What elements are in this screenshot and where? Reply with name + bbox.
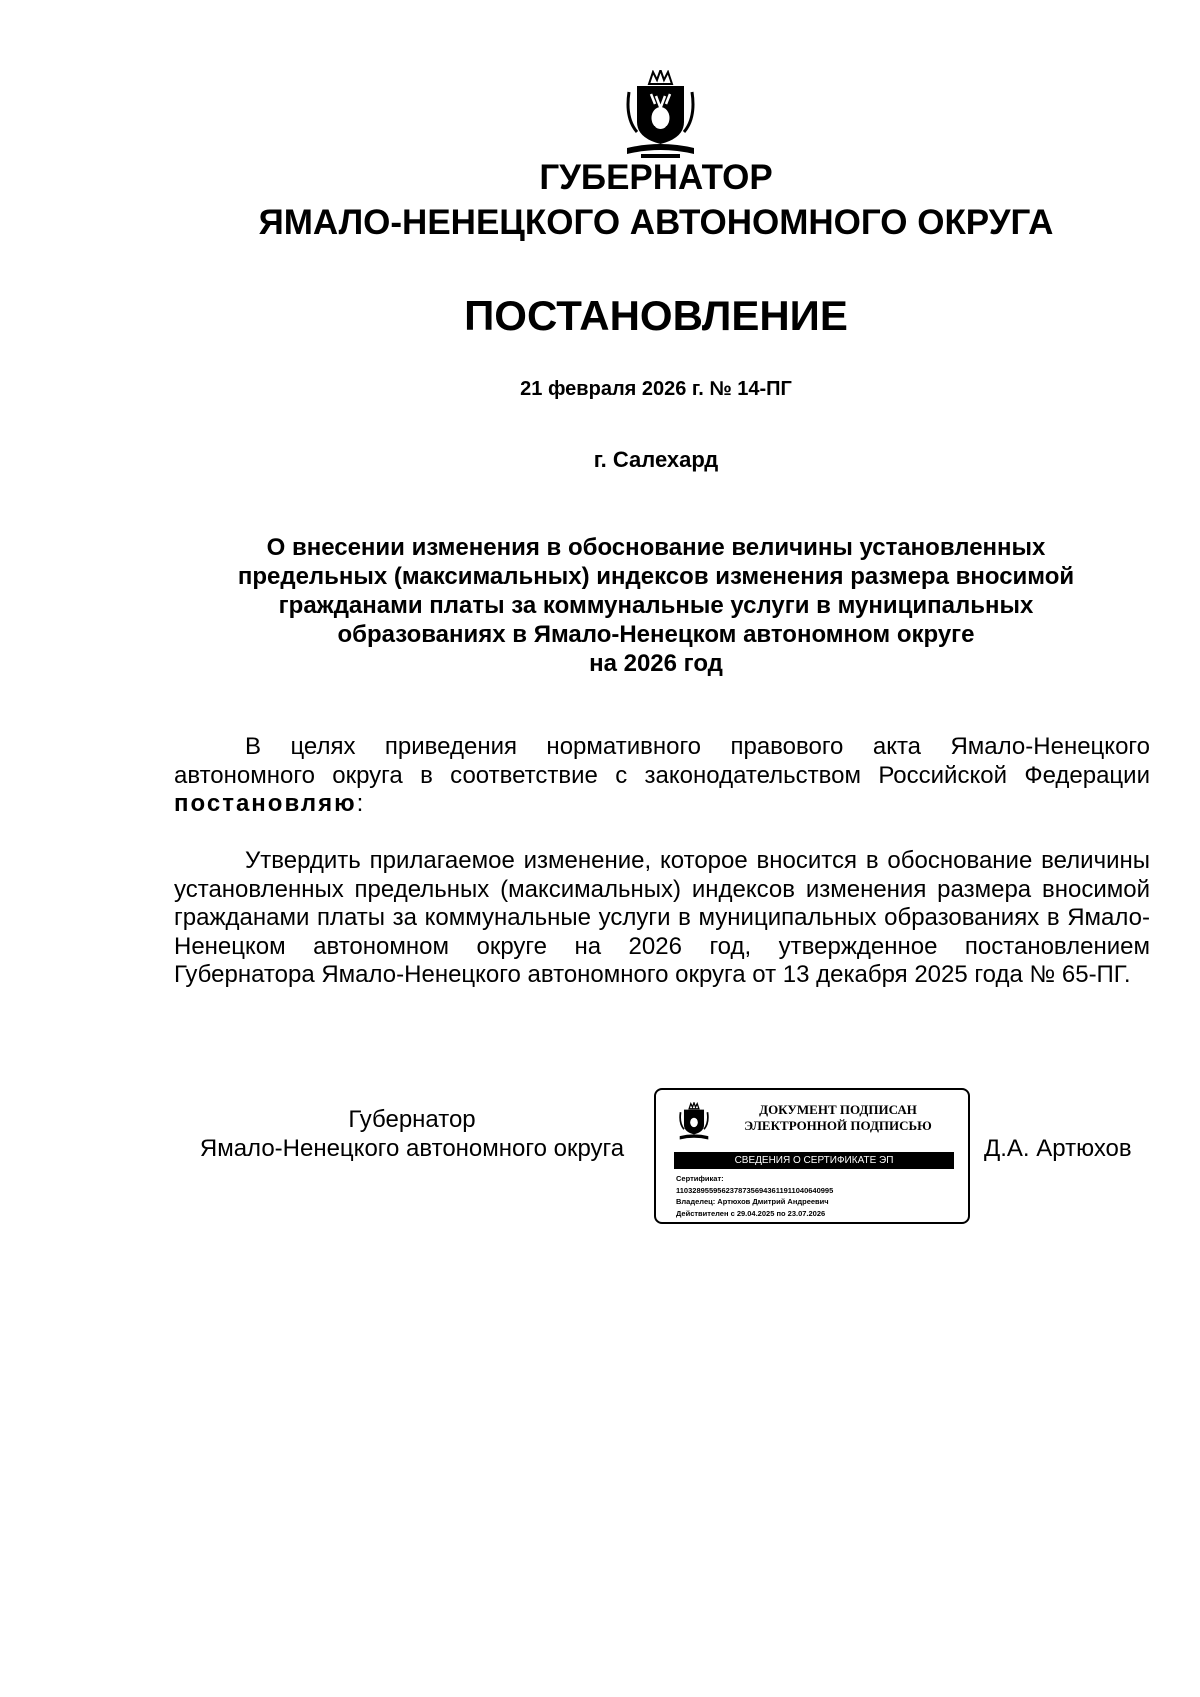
preamble-text: В целях приведения нормативного правового акта Ямало-Ненецкого автономного округа в соответствие с законодательством Российской Федерации [174,733,1150,789]
coat-of-arms-icon [678,1102,710,1142]
signatory-name: Д.А. Артюхов [984,1135,1132,1162]
document-type: ПОСТАНОВЛЕНИЕ [464,292,848,339]
stamp-certificate-number: 11032895595623787356943611911040640995 [676,1185,834,1195]
stamp-certificate-label: Сертификат: [676,1174,724,1183]
body-paragraph-preamble [174,733,1150,819]
body-paragraph-resolution: Утвердить прилагаемое изменение, которое вносится в обоснование величины установленных предельных (максимальных) индексов изменения размера вносимой гражданами платы за коммунальные услуги в муниципальных образованиях в Ямало-Ненецком автономном округе на 2026 год, утвержденное постановлением Губернатора Ямало-Ненецкого автономного округа от 13 декабря 2025 года № 65-ПГ. [174,847,1150,989]
stamp-details [676,1173,833,1219]
subject-line: на 2026 год [589,650,723,677]
subject-line: гражданами платы за коммунальные услуги в муниципальных [278,592,1034,619]
issuer-region: ЯМАЛО-НЕНЕЦКОГО АВТОНОМНОГО ОКРУГА [258,203,1054,242]
signatory-position-line: Губернатор [348,1106,476,1133]
stamp-title [718,1102,958,1134]
signatory-position-line: Ямало-Ненецкого автономного округа [199,1135,625,1162]
date-number: 21 февраля 2026 г. № 14-ПГ [520,378,792,400]
preamble-tail: : [356,790,364,818]
e-signature-stamp [654,1088,970,1224]
signatory-position [172,1105,652,1163]
city: г. Салехард [593,447,719,472]
subject-line: предельных (максимальных) индексов изменения размера вносимой [237,563,1075,590]
stamp-owner: Владелец: Артюхов Дмитрий Андреевич [676,1197,829,1206]
stamp-certificate-bar: СВЕДЕНИЯ О СЕРТИФИКАТЕ ЭП [674,1152,954,1169]
subject-line: О внесении изменения в обоснование величины установленных [266,534,1046,561]
issuer-title: ГУБЕРНАТОР [539,158,773,197]
stamp-title-line: ЭЛЕКТРОННОЙ ПОДПИСЬЮ [744,1118,932,1133]
stamp-validity: Действителен с 29.04.2025 по 23.07.2026 [676,1208,826,1218]
subject-line: образованиях в Ямало-Ненецком автономном округе [337,621,975,648]
stamp-title-line: ДОКУМЕНТ ПОДПИСАН [759,1102,917,1117]
decree-verb: постановляю [174,790,357,818]
document-subject [160,533,1152,678]
coat-of-arms-icon [623,70,698,160]
